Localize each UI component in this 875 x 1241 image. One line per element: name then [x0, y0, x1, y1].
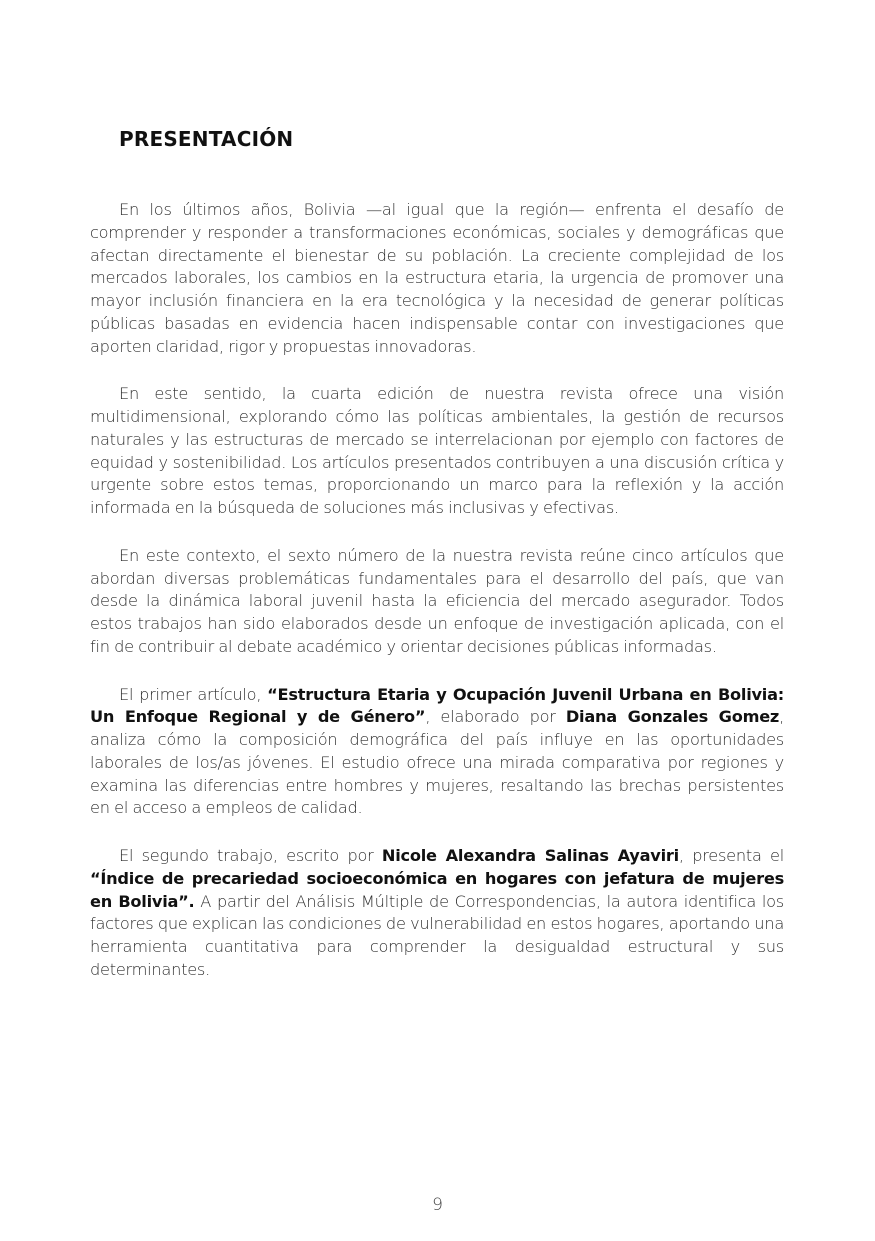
paragraph-4-intro: El primer artículo,: [119, 684, 268, 704]
paragraph-4-rest: , analiza cómo la composición demográfica del país influye en las oportunidades laborales de los/as jóvenes. El estudio ofrece una mirada comparativa por regiones y examina las diferencias entre hombres y mujeres, resaltando las brechas persistentes en el acceso a empleos de calidad.: [90, 707, 784, 818]
paragraph-4-mid: , elaborado por: [425, 707, 566, 727]
paragraph-5: [90, 845, 784, 982]
paragraph-1: En los últimos años, Bolivia —al igual que la región— enfrenta el desafío de comprender y responder a transformaciones económicas, sociales y demográficas que afectan directamente el bienestar de su población. La creciente complejidad de los mercados laborales, los cambios en la estructura etaria, la urgencia de promover una mayor inclusión financiera en la era tecnológica y la necesidad de generar políticas públicas basadas en evidencia hacen indispensable contar con investigaciones que aporten claridad, rigor y propuestas innovadoras.: [90, 200, 784, 356]
paragraph-5-rest: A partir del Análisis Múltiple de Correspondencias, la autora identifica los factores que explican las condiciones de vulnerabilidad en estos hogares, aportando una herramienta cuantitativa para comprender la desigualdad estructural y sus determinantes.: [90, 891, 784, 979]
article-1-title: “Estructura Etaria y Ocupación Juvenil Urbana en Bolivia: Un Enfoque Regional y de Género”: [90, 684, 784, 727]
page-number: 9: [432, 1195, 443, 1215]
paragraph-2: En este sentido, la cuarta edición de nuestra revista ofrece una visión multidimensional, explorando cómo las políticas ambientales, la gestión de recursos naturales y las estructuras de mercado se interrelacionan por ejemplo con factores de equidad y sostenibilidad. Los artículos presentados contribuyen a una discusión crítica y urgente sobre estos temas, proporcionando un marco para la reflexión y la acción informada en la búsqueda de soluciones más inclusivas y efectivas.: [90, 384, 784, 517]
presentation-body: [90, 199, 784, 1007]
paragraph-4: [90, 684, 784, 821]
paragraph-3: En este contexto, el sexto número de la nuestra revista reúne cinco artículos que abordan diversas problemáticas fundamentales para el desarrollo del país, que van desde la dinámica laboral juvenil hasta la eficiencia del mercado asegurador. Todos estos trabajos han sido elaborados desde un enfoque de investigación aplicada, con el fin de contribuir al debate académico y orientar decisiones públicas informadas.: [90, 545, 784, 656]
article-2-author: Nicole Alexandra Salinas Ayaviri: [381, 846, 679, 865]
paragraph-5-mid: , presenta el: [678, 846, 784, 865]
article-2-title: “Índice de precariedad socioeconómica en hogares con jefatura de mujeres en Bolivia”.: [90, 868, 784, 911]
page-title: PRESENTACIÓN: [119, 127, 294, 151]
article-1-author: Diana Gonzales Gomez: [565, 707, 780, 727]
paragraph-5-intro: El segundo trabajo, escrito por: [119, 846, 382, 865]
